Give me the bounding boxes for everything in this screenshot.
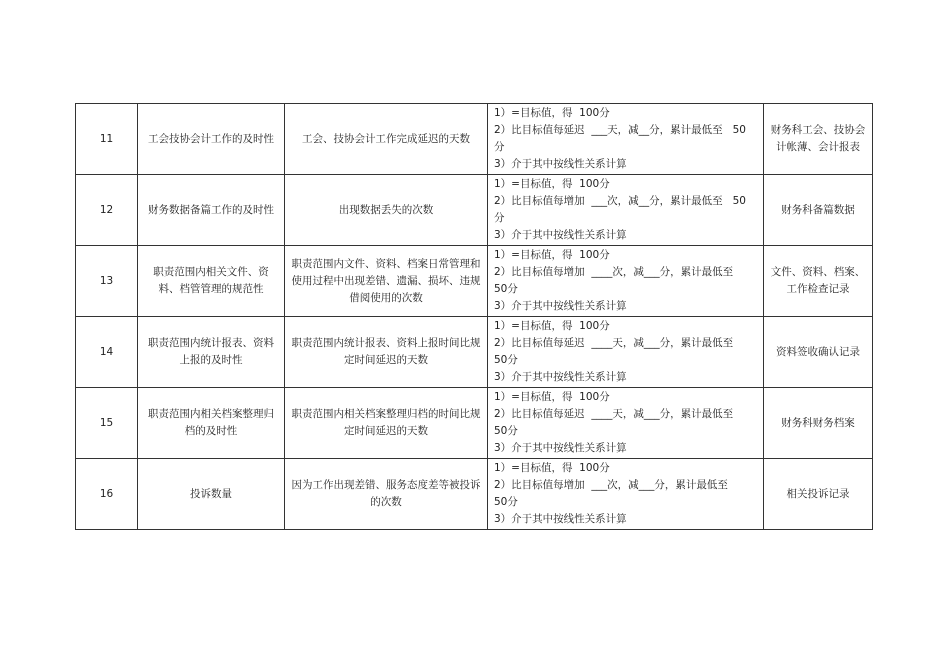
scoring-standard-line: 3）介于其中按线性关系计算 xyxy=(494,229,627,241)
indicator-name-cell: 职责范围内相关文件、资料、档管管理的规范性 xyxy=(138,246,285,317)
scoring-standard-line: 分 xyxy=(494,141,505,153)
indicator-definition-cell: 职责范围内统计报表、资料上报时间比规定时间延迟的天数 xyxy=(285,317,488,388)
scoring-standard-line: 1）=目标值，得 100分 xyxy=(494,107,610,119)
scoring-standard-line: 3）介于其中按线性关系计算 xyxy=(494,371,627,383)
scoring-standard-line: 1）=目标值，得 100分 xyxy=(494,391,610,403)
scoring-standard-cell xyxy=(488,246,764,317)
scoring-standard-line: 2）比目标值每增加 ___次，减__分，累计最低至 50 xyxy=(494,195,746,207)
indicator-definition-cell: 工会、技协会计工作完成延迟的天数 xyxy=(285,104,488,175)
indicator-name-cell: 职责范围内统计报表、资料上报的及时性 xyxy=(138,317,285,388)
indicator-definition-cell: 出现数据丢失的次数 xyxy=(285,175,488,246)
scoring-standard-cell xyxy=(488,175,764,246)
scoring-standard-line: 2）比目标值每延迟 ____天，减___分，累计最低至 xyxy=(494,337,734,349)
data-source-cell: 财务科备篇数据 xyxy=(764,175,873,246)
scoring-standard-line: 1）=目标值，得 100分 xyxy=(494,462,610,474)
indicator-name-cell: 投诉数量 xyxy=(138,459,285,530)
scoring-standard-cell xyxy=(488,459,764,530)
scoring-standard-cell xyxy=(488,317,764,388)
data-source-cell: 财务科工会、技协会计帐薄、会计报表 xyxy=(764,104,873,175)
row-number-cell: 13 xyxy=(76,246,138,317)
row-number-cell: 11 xyxy=(76,104,138,175)
scoring-standard-line: 2）比目标值每延迟 ____天，减___分，累计最低至 xyxy=(494,408,734,420)
data-source-cell: 相关投诉记录 xyxy=(764,459,873,530)
table-row xyxy=(76,246,873,317)
indicator-name-cell: 工会技协会计工作的及时性 xyxy=(138,104,285,175)
kpi-table-body xyxy=(76,104,873,530)
scoring-standard-line: 2）比目标值每增加 ____次，减___分，累计最低至 xyxy=(494,266,734,278)
row-number-cell: 15 xyxy=(76,388,138,459)
scoring-standard-line: 50分 xyxy=(494,354,518,366)
table-row xyxy=(76,459,873,530)
indicator-name-cell: 财务数据备篇工作的及时性 xyxy=(138,175,285,246)
row-number-cell: 12 xyxy=(76,175,138,246)
scoring-standard-line: 3）介于其中按线性关系计算 xyxy=(494,442,627,454)
table-row xyxy=(76,175,873,246)
scoring-standard-line: 3）介于其中按线性关系计算 xyxy=(494,513,627,525)
scoring-standard-line: 1）=目标值，得 100分 xyxy=(494,178,610,190)
indicator-definition-cell: 职责范围内相关档案整理归档的时间比规定时间延迟的天数 xyxy=(285,388,488,459)
scoring-standard-line: 2）比目标值每延迟 ___天，减__分，累计最低至 50 xyxy=(494,124,746,136)
indicator-name-cell: 职责范围内相关档案整理归档的及时性 xyxy=(138,388,285,459)
scoring-standard-cell xyxy=(488,104,764,175)
scoring-standard-line: 分 xyxy=(494,212,505,224)
scoring-standard-cell xyxy=(488,388,764,459)
row-number-cell: 14 xyxy=(76,317,138,388)
indicator-definition-cell: 职责范围内文件、资料、档案日常管理和使用过程中出现差错、遗漏、损坏、违规借阅使用的次数 xyxy=(285,246,488,317)
table-row xyxy=(76,317,873,388)
kpi-table xyxy=(75,103,873,530)
table-row xyxy=(76,388,873,459)
scoring-standard-line: 1）=目标值，得 100分 xyxy=(494,320,610,332)
scoring-standard-line: 3）介于其中按线性关系计算 xyxy=(494,300,627,312)
scoring-standard-line: 3）介于其中按线性关系计算 xyxy=(494,158,627,170)
data-source-cell: 文件、资料、档案、工作检查记录 xyxy=(764,246,873,317)
scoring-standard-line: 50分 xyxy=(494,496,518,508)
scoring-standard-line: 1）=目标值，得 100分 xyxy=(494,249,610,261)
scoring-standard-line: 2）比目标值每增加 ___次，减___分，累计最低至 xyxy=(494,479,728,491)
table-row xyxy=(76,104,873,175)
row-number-cell: 16 xyxy=(76,459,138,530)
scoring-standard-line: 50分 xyxy=(494,283,518,295)
scoring-standard-line: 50分 xyxy=(494,425,518,437)
data-source-cell: 财务科财务档案 xyxy=(764,388,873,459)
data-source-cell: 资料签收确认记录 xyxy=(764,317,873,388)
indicator-definition-cell: 因为工作出现差错、服务态度差等被投诉的次数 xyxy=(285,459,488,530)
